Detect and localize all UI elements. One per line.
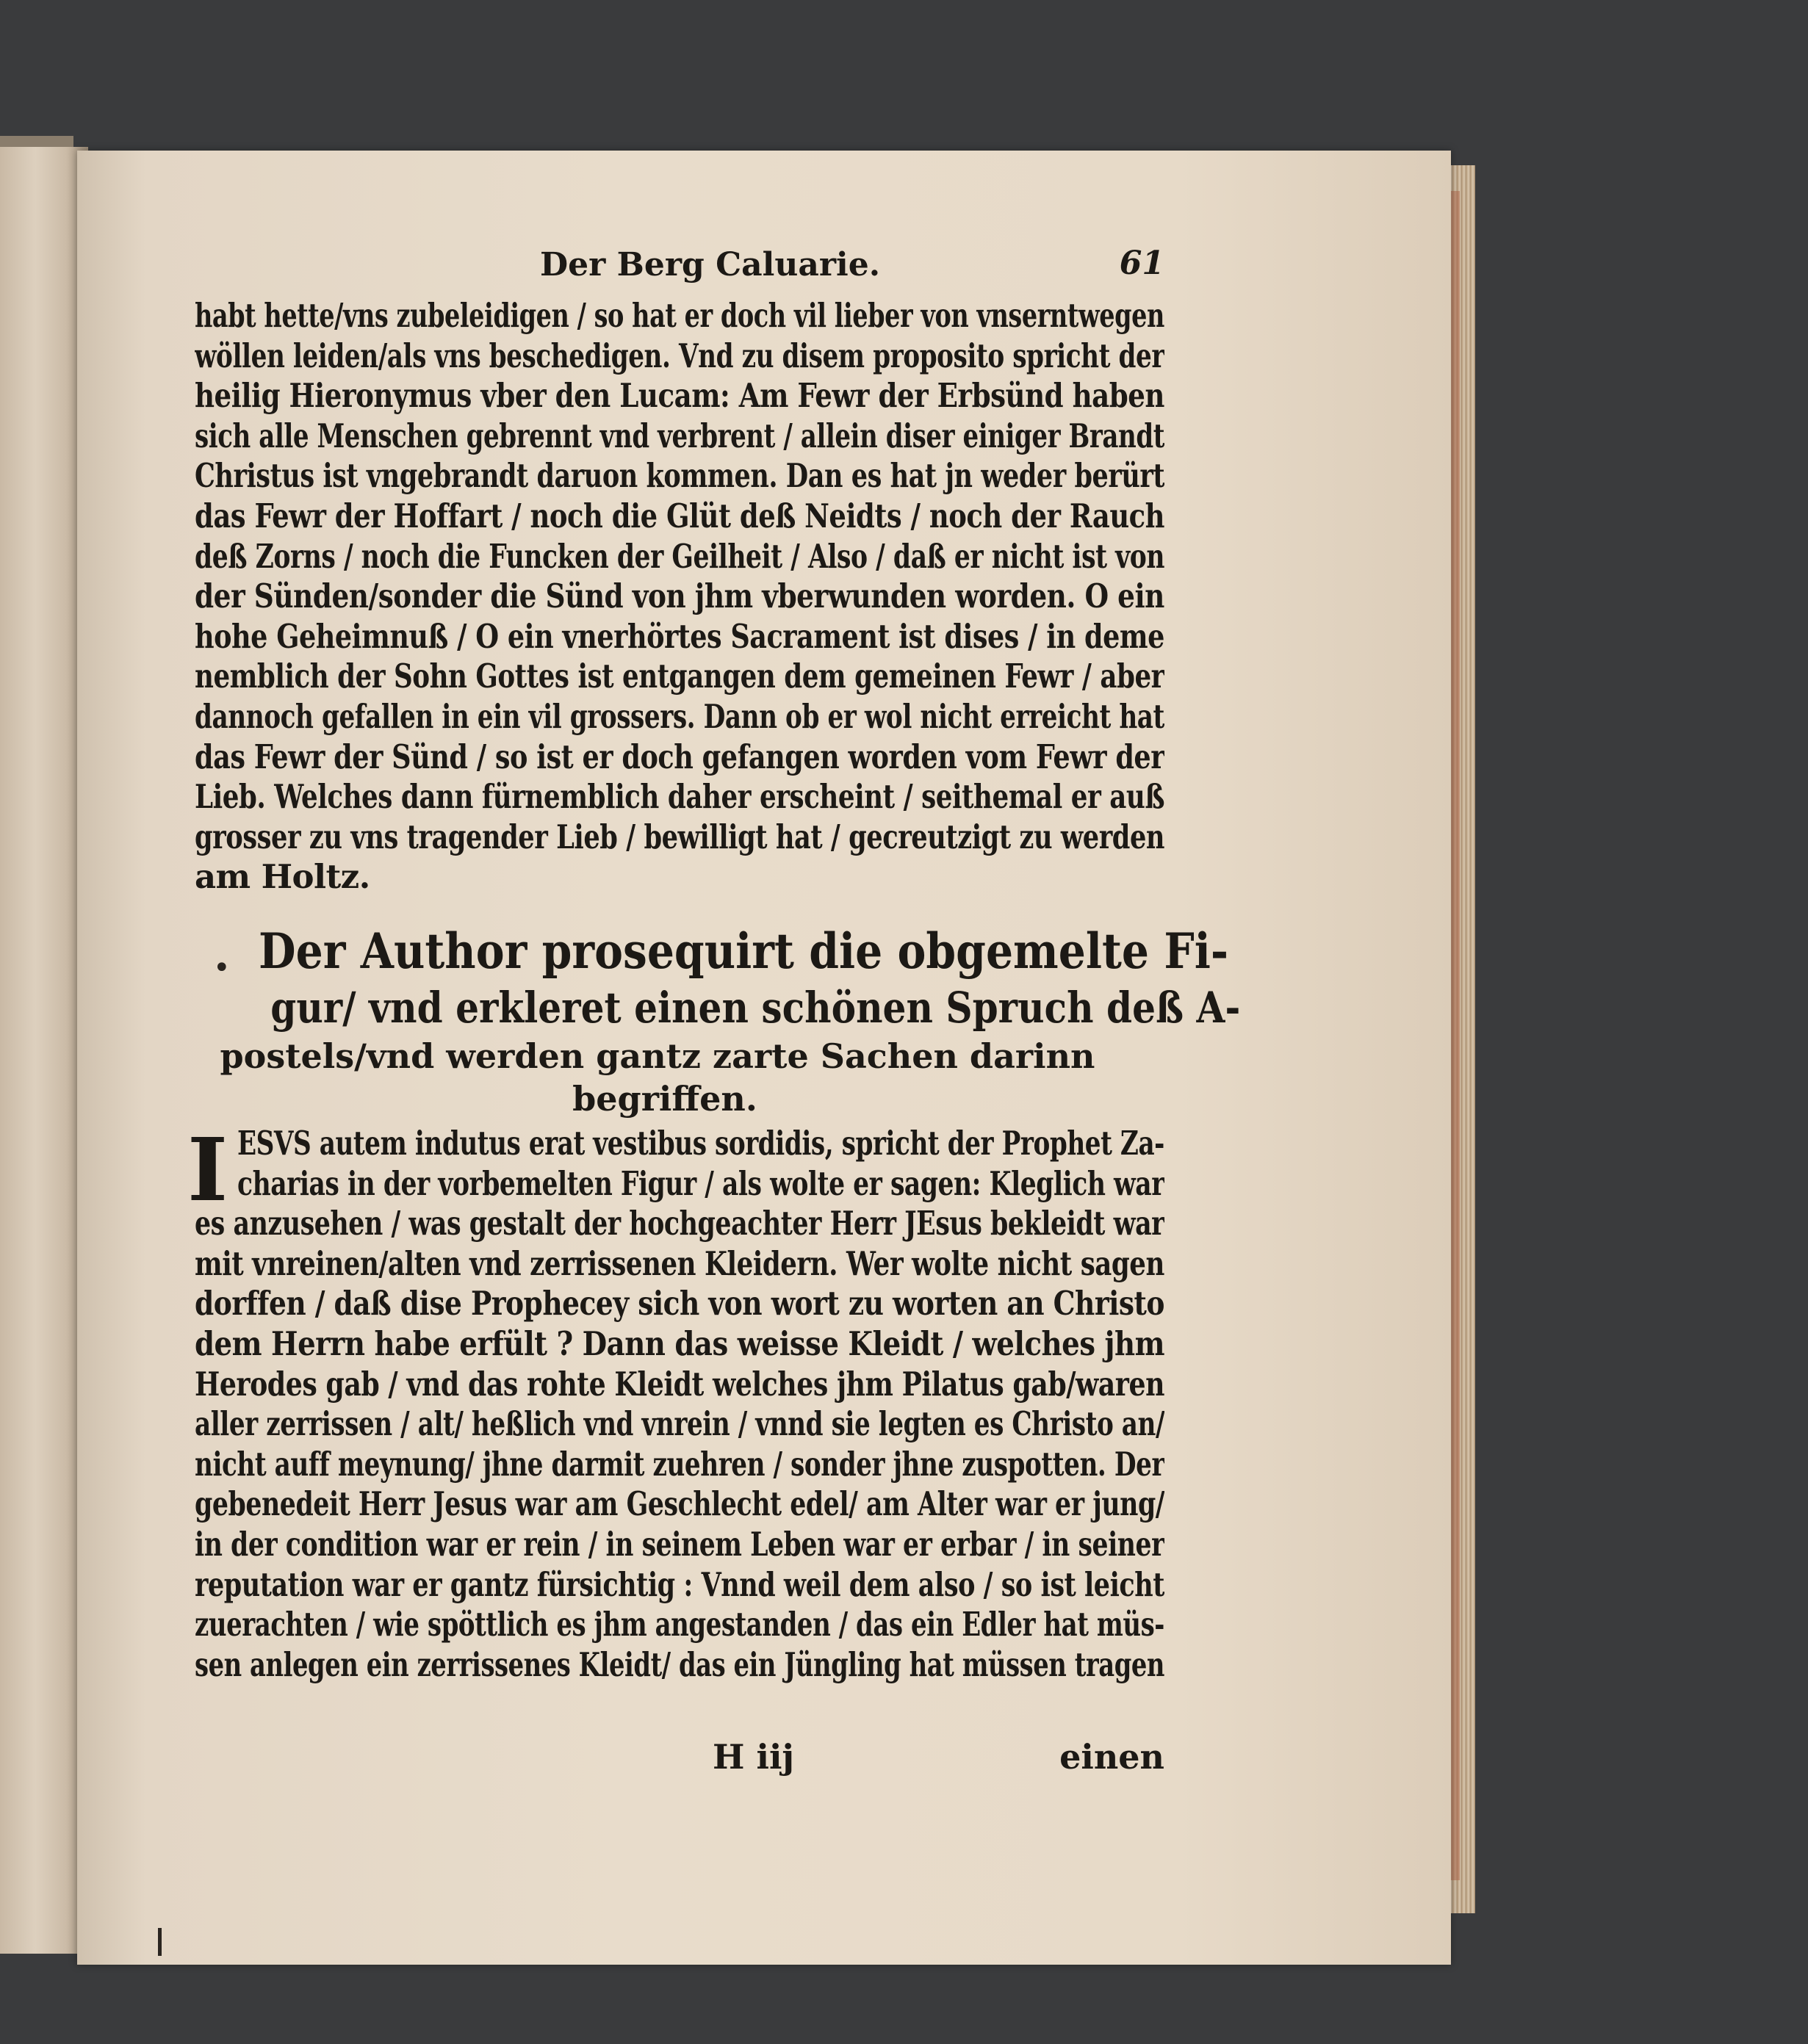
- text-line: gebenedeit Herr Jesus war am Geschlecht edel/ am Alter war er jung/: [195, 1484, 1164, 1524]
- running-title: Der Berg Caluarie.: [540, 246, 881, 284]
- drop-cap: I: [187, 1119, 228, 1221]
- text-line: der Sünden/sonder die Sünd von jhm vberwunden worden. O ein: [195, 577, 1164, 616]
- text-line: deß Zorns / noch die Funcken der Geilheit / Also / daß er nicht ist von: [195, 536, 1164, 576]
- text-line: charias in der vorbemelten Figur / als wolte er sagen: Kleglich war: [237, 1163, 1164, 1203]
- text-line: ESVS autem indutus erat vestibus sordidis, spricht der Prophet Za-: [237, 1124, 1164, 1163]
- catchword: einen: [1059, 1737, 1164, 1777]
- text-line: am Holtz.: [195, 857, 370, 897]
- signature-line: [195, 1737, 1164, 1781]
- text-line: Herodes gab / vnd das rohte Kleidt welches jhm Pilatus gab/waren: [195, 1364, 1164, 1404]
- paragraph-2: [195, 1124, 1164, 1685]
- text-line: sich alle Menschen gebrennt vnd verbrent / allein diser einiger Brandt: [195, 416, 1164, 455]
- text-line: dem Herrn habe erfült ? Dann das weisse Kleidt / welches jhm: [195, 1323, 1164, 1363]
- text-line: nemblich der Sohn Gottes ist entgangen dem gemeinen Fewr / aber: [195, 657, 1164, 696]
- text-line: zuerachten / wie spöttlich es jhm angestanden / das ein Edler hat müs-: [195, 1605, 1164, 1644]
- text-line: dorffen / daß dise Prophecey sich von wort zu worten an Christo: [195, 1284, 1164, 1323]
- text-line: es anzusehen / was gestalt der hochgeachter Herr JEsus bekleidt war: [195, 1204, 1164, 1243]
- text-line: aller zerrissen / alt/ heßlich vnd vnrein / vnnd sie legten es Christo an/: [195, 1404, 1164, 1444]
- text-line: mit vnreinen/alten vnd zerrissenen Kleidern. Wer wolte nicht sagen: [195, 1243, 1164, 1283]
- page-number: 61: [1119, 245, 1164, 282]
- text-line: reputation war er gantz fürsichtig : Vnnd weil dem also / so ist leicht: [195, 1564, 1164, 1604]
- text-line: Christus ist vngebrandt daruon kommen. Dan es hat jn weder berürt: [195, 456, 1164, 496]
- text-line: sen anlegen ein zerrissenes Kleidt/ das ein Jüngling hat müssen tragen: [195, 1644, 1164, 1684]
- margin-dot: •: [213, 951, 231, 985]
- heading-line: begriffen.: [572, 1079, 757, 1119]
- signature-mark: H iij: [713, 1737, 795, 1777]
- text-line: das Fewr der Sünd / so ist er doch gefangen worden vom Fewr der: [195, 737, 1164, 776]
- text-line: Lieb. Welches dann fürnemblich daher erscheint / seithemal er auß: [195, 777, 1164, 817]
- text-line: hohe Geheimnuß / O ein vnerhörtes Sacrament ist dises / in deme: [195, 616, 1164, 656]
- left-page-edge: [0, 147, 88, 1954]
- running-head: [195, 239, 1164, 290]
- heading-line: Der Author prosequirt die obgemelte Fi-: [259, 922, 1229, 980]
- red-page-edge: [1451, 191, 1460, 1880]
- text-line: wöllen leiden/als vns beschedigen. Vnd zu disem proposito spricht der: [195, 336, 1164, 375]
- text-line: grosser zu vns tragender Lieb / bewilligt hat / gecreutzigt zu werden: [195, 817, 1164, 856]
- text-line: heilig Hieronymus vber den Lucam: Am Fewr der Erbsünd haben: [195, 376, 1164, 416]
- heading-line: gur/ vnd erkleret einen schönen Spruch deß A-: [270, 983, 1241, 1033]
- heading-line: postels/vnd werden gantz zarte Sachen darinn: [220, 1036, 1095, 1076]
- margin-mark: [158, 1928, 162, 1956]
- text-line: in der condition war er rein / in seinem Leben war er erbar / in seiner: [195, 1524, 1164, 1564]
- text-line: das Fewr der Hoffart / noch die Glüt deß Neidts / noch der Rauch: [195, 496, 1164, 535]
- text-line: habt hette/vns zubeleidigen / so hat er doch vil lieber von vnserntwegen: [195, 296, 1164, 335]
- paragraph-1: [195, 296, 1164, 898]
- text-line: nicht auff meynung/ jhne darmit zuehren / sonder jhne zuspotten. Der: [195, 1444, 1164, 1484]
- text-line: dannoch gefallen in ein vil grossers. Dann ob er wol nicht erreicht hat: [195, 696, 1164, 736]
- section-heading: [195, 922, 1241, 1120]
